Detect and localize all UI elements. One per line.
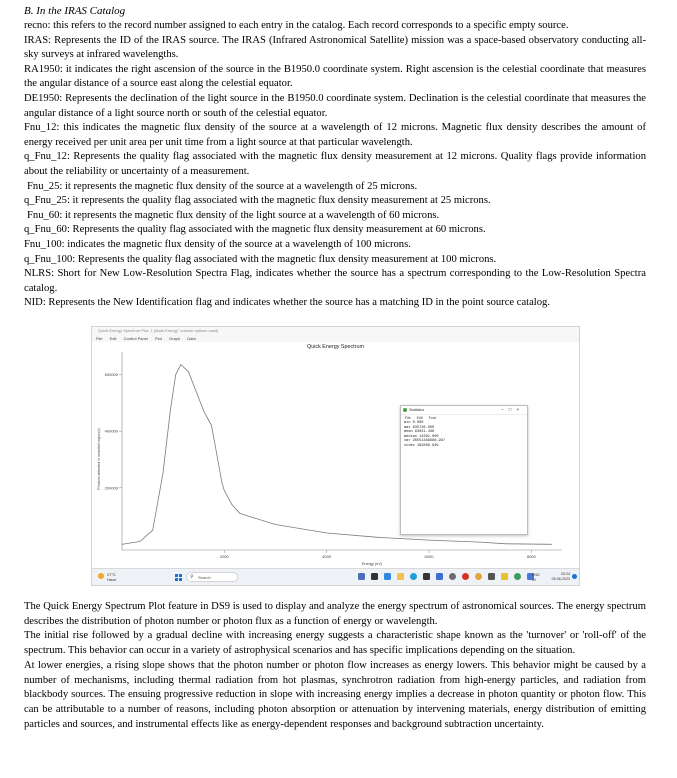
definition-fnu-100: Fnu_100: indicates the magnetic flux density of the source at a wavelength of 100 microns. bbox=[24, 238, 411, 250]
stats-menu-file[interactable]: File bbox=[405, 416, 411, 420]
definition-fnu-25: Fnu_25: it represents the magnetic flux density of the source at a wavelength of 25 microns. bbox=[27, 180, 418, 192]
discussion-paragraph-2: The initial rise followed by a gradual decline with increasing energy suggests a characteristic shape known as the 'turnover' or 'roll-off' of the spectrum. This behavior can occur in a variety of astrophysical scenarios and has specific implications depending on the situation. bbox=[24, 630, 646, 657]
windows-taskbar bbox=[92, 568, 579, 586]
x-axis-label: Energy (eV) bbox=[361, 562, 383, 566]
menu-control-panel[interactable]: Control Panel bbox=[123, 336, 148, 341]
y-tick-label: 400000 bbox=[104, 428, 118, 434]
statistics-body bbox=[401, 421, 527, 449]
menu-edit[interactable]: Edit bbox=[109, 336, 117, 341]
taskbar-search[interactable] bbox=[186, 572, 238, 582]
x-tick-label: 8000 bbox=[526, 554, 536, 559]
search-label: Search bbox=[198, 575, 211, 580]
clock-time: 03:24 bbox=[561, 572, 570, 576]
lang-bottom: IN bbox=[532, 577, 536, 582]
app-icon bbox=[403, 408, 407, 412]
definition-de1950: DE1950: Represents the declination of the light source in the B1950.0 coordinate system. Declination is the celestial coordinate that measures the angular distance of a light source north or south of the celestial equator. bbox=[24, 92, 646, 119]
language-indicator[interactable] bbox=[532, 573, 540, 582]
file-explorer-icon[interactable] bbox=[397, 573, 404, 580]
menu-file[interactable]: File bbox=[96, 336, 103, 341]
definition-q-fnu-100: q_Fnu_100: Represents the quality flag associated with the magnetic flux density measurement at 100 microns. bbox=[24, 253, 497, 265]
definition-q-fnu-25: q_Fnu_25: it represents the quality flag associated with the magnetic flux density measurement at 25 microns. bbox=[24, 195, 491, 207]
x-tick-label: 2000 bbox=[219, 554, 229, 559]
menu-plot[interactable]: Plot bbox=[154, 336, 162, 341]
start-icon[interactable] bbox=[175, 574, 182, 581]
widgets-app-icon[interactable] bbox=[384, 573, 391, 580]
window-controls[interactable]: –□× bbox=[501, 407, 524, 412]
definition-fnu-12: Fnu_12: this indicates the magnetic flux density of the source at a wavelength of 12 microns. Magnetic flux density describes the amount of energy received per unit area per unit time from a light source at that particular wavelength. bbox=[24, 122, 646, 148]
section-title: B. In the IRAS Catalog bbox=[24, 5, 126, 17]
definition-iras: IRAS: Represents the ID of the IRAS source. The IRAS (Infrared Astronomical Satellite) mission was a space-based observatory conducting all-sky surveys at infrared wavelengths. bbox=[24, 34, 646, 61]
notification-icon[interactable] bbox=[572, 574, 577, 579]
lang-top: ENG bbox=[532, 573, 540, 577]
definition-fnu-60: Fnu_60: it represents the magnetic flux density of the light source at a wavelength of 60 microns. bbox=[27, 209, 440, 221]
definition-recno: recno: this refers to the record number assigned to each entry in the catalog. Each record corresponds to a specific empty source. bbox=[24, 20, 569, 31]
definition-q-fnu-60: q_Fnu_60: Represents the quality flag associated with the magnetic flux density measurement at 60 microns. bbox=[24, 224, 486, 236]
ds9-app-icon[interactable] bbox=[488, 573, 495, 580]
weather-temp: 27°C bbox=[107, 572, 116, 577]
window-titlebar bbox=[92, 327, 579, 335]
weather-widget[interactable] bbox=[98, 572, 116, 582]
plot-title: Quick Energy Spectrum bbox=[307, 344, 364, 350]
settings-app-icon[interactable] bbox=[449, 573, 456, 580]
y-tick-label: 200000 bbox=[104, 485, 118, 491]
definition-list bbox=[24, 19, 646, 311]
definition-ra1950: RA1950: it indicates the right ascension of the source in the B1950.0 coordinate system. Right ascension is the celestial coordinate that measures the angular distance of a source east along the celestial equator. bbox=[24, 63, 646, 90]
terminal-app-icon[interactable] bbox=[514, 573, 521, 580]
stat-mean: mean 93021.438 bbox=[404, 430, 435, 435]
x-tick-label: 4000 bbox=[322, 554, 332, 559]
camera-app-icon[interactable] bbox=[358, 573, 365, 580]
clock-date: 05-06-2023 bbox=[551, 576, 570, 581]
sun-icon bbox=[98, 573, 104, 579]
store-app-icon[interactable] bbox=[423, 573, 430, 580]
media-app-icon[interactable] bbox=[371, 573, 378, 580]
chrome-browser-icon[interactable] bbox=[475, 573, 482, 580]
document-page bbox=[24, 4, 646, 311]
search-icon: ⚲ bbox=[190, 574, 194, 580]
definition-nlrs: NLRS: Short for New Low-Resolution Spectra Flag, indicates whether the source has a spectrum corresponding to the Low-Resolution Spectra catalog. bbox=[24, 268, 646, 294]
stats-menu-font[interactable]: Font bbox=[428, 416, 436, 420]
stat-stdev: stdev 162889.949 bbox=[404, 443, 439, 448]
discussion-section bbox=[24, 600, 646, 732]
notes-app-icon[interactable] bbox=[501, 573, 508, 580]
statistics-window[interactable] bbox=[400, 405, 528, 535]
definition-nid: NID: Represents the New Identification flag and indicates whether the source has a matching ID in the point source catalog. bbox=[24, 297, 550, 309]
stat-median: median 14391.000 bbox=[404, 434, 439, 439]
menu-graph[interactable]: Graph bbox=[169, 336, 181, 341]
photos-app-icon[interactable] bbox=[436, 573, 443, 580]
statistics-title: Statistics bbox=[409, 408, 425, 412]
window-menubar bbox=[92, 335, 579, 342]
window-title: Quick Energy Spectrum Plot: 1 (Math Energy" column options used) bbox=[98, 328, 219, 333]
stat-max: max 635726.000 bbox=[404, 425, 435, 430]
weather-text: Haze bbox=[107, 577, 117, 582]
y-axis-label: Photons detected in selected region(s) bbox=[97, 428, 101, 490]
stats-menu-edit[interactable]: Edit bbox=[416, 416, 423, 420]
taskbar-clock[interactable] bbox=[548, 572, 570, 581]
discussion-paragraph-1: The Quick Energy Spectrum Plot feature in DS9 is used to display and analyze the energy spectrum of astronomical sources. The energy spectrum describes the distribution of photon number or photon flux as a function of energy or wavelength. bbox=[24, 601, 646, 627]
opera-browser-icon[interactable] bbox=[462, 573, 469, 580]
ds9-screenshot bbox=[91, 326, 580, 586]
edge-browser-icon[interactable] bbox=[410, 573, 417, 580]
definition-q-fnu-12: q_Fnu_12: Represents the quality flag associated with the magnetic flux density measurement at 12 microns. Quality flags provide information about the reliability or uncertainty of a measurement. bbox=[24, 151, 646, 177]
plot-area bbox=[92, 342, 579, 568]
y-tick-label: 600000 bbox=[104, 372, 118, 378]
stat-var: var 26551389988.997 bbox=[404, 439, 445, 444]
discussion-paragraph-3: At lower energies, a rising slope shows that the photon number or photon flow increases as energy lowers. This behavior might be caused by a number of mechanisms, including thermal radiation from hot plasmas, synchrotron radiation from high-energy particles, and radiation from blackbody sources. The ensuing progressive reduction in slope with increasing energy implies a decrease in photon quantity or photon flow. This can be attributable to a number of reasons, including photon absorption or attenuation by intervening materials, energy distribution of emitting particles and sources, and instrumental effects like as energy-dependent responses and background subtraction uncertainty. bbox=[24, 659, 646, 730]
stat-min: min 0.000 bbox=[404, 421, 424, 425]
x-tick-label: 6000 bbox=[424, 554, 434, 559]
statistics-titlebar bbox=[401, 406, 527, 415]
menu-data[interactable]: Data bbox=[187, 336, 196, 341]
